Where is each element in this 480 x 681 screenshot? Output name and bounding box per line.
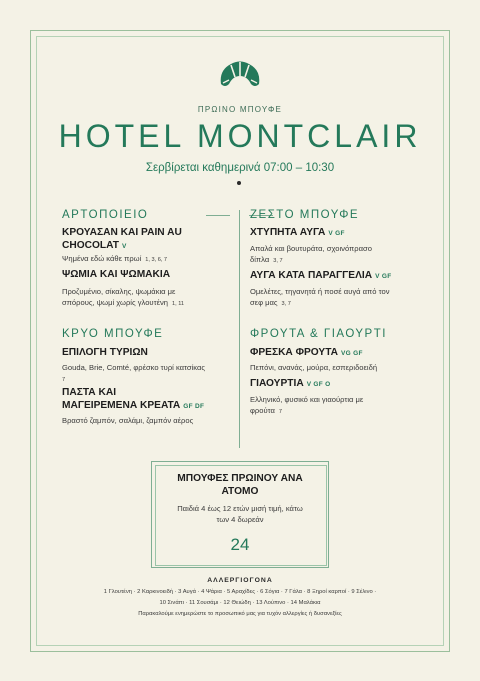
price-box-description bbox=[160, 503, 320, 525]
item-desc-croissant bbox=[62, 253, 242, 266]
section-title-fruit: ΦΡΟΥΤΑ & ΓΙΑΟΥΡΤΙ bbox=[250, 328, 387, 340]
desc-text: Απαλά και βουτυράτα, σχοινόπρασο bbox=[250, 244, 372, 253]
desc-text: Πεπόνι, ανανάς, μούρα, εσπεριδοειδή bbox=[250, 363, 378, 372]
diet-tag: GF DF bbox=[183, 402, 205, 410]
item-title-line: ΚΡΟΥΑΣΑΝ ΚΑΙ PAIN AU bbox=[62, 227, 182, 238]
allergens-list-line: 1 Γλουτένη · 2 Καρκινοειδή · 3 Αυγά · 4 Ψάρια · 5 Αραχίδες · 6 Σόγια · 7 Γάλα · 8 Ξηροί καρποί · 9 Σέλινο · bbox=[103, 589, 377, 595]
buffet-price: 24 bbox=[230, 535, 250, 554]
desc-text: δίπλα bbox=[250, 255, 270, 264]
item-cold-meats bbox=[62, 387, 242, 413]
item-fresh-fruit bbox=[250, 347, 430, 361]
item-title-line: ΕΠΙΛΟΓΗ ΤΥΡΙΩΝ bbox=[62, 347, 148, 358]
item-croissant bbox=[62, 227, 242, 253]
allergen-codes: 3, 7 bbox=[281, 301, 291, 307]
desc-text: Προζυμένιο, σίκαλης, ψωμάκια με bbox=[62, 287, 176, 296]
allergens-note: Παρακαλούμε ενημερώστε το προσωπικό μας για τυχόν αλλεργίες ή δυσανεξίες bbox=[138, 611, 342, 617]
item-cheese bbox=[62, 347, 242, 360]
item-desc-eggs-to-order bbox=[250, 286, 430, 310]
allergen-codes: 7 bbox=[278, 409, 283, 415]
price-box-title-line: ΜΠΟΥΦΕΣ ΠΡΩΙΝΟΥ ΑΝΑ bbox=[177, 473, 303, 484]
desc-text: Gouda, Brie, Comté, φρέσκο τυρί κατσίκας bbox=[62, 363, 206, 372]
allergen-codes: 1, 3, 6, 7 bbox=[145, 257, 168, 263]
section-title-cold: ΚΡΥΟ ΜΠΟΥΦΕ bbox=[62, 328, 164, 340]
price-box-desc-line: Παιδιά 4 έως 12 ετών μισή τιμή, κάτω bbox=[177, 504, 303, 513]
allergen-codes: 7 bbox=[62, 377, 66, 383]
desc-text: Ομελέτες, τηγανητά ή ποσέ αυγά από τον bbox=[250, 287, 390, 296]
hotel-name: HOTEL MONTCLAIR bbox=[58, 118, 422, 154]
price-box-title-line: ΑΤΟΜΟ bbox=[221, 486, 259, 497]
price-box-desc-line: των 4 δωρεάν bbox=[216, 515, 264, 524]
diet-tag: V GF bbox=[328, 230, 345, 237]
item-title-line: ΦΡΕΣΚΑ ΦΡΟΥΤΑ bbox=[250, 347, 339, 358]
item-desc-cold-meats bbox=[62, 415, 242, 426]
desc-text: Ψημένα εδώ κάθε πρωί bbox=[62, 254, 142, 263]
item-title-line: ΨΩΜΙΑ ΚΑΙ ΨΩΜΑΚΙΑ bbox=[62, 269, 171, 280]
diet-tag: V GF bbox=[375, 273, 392, 280]
served-hours: Σερβίρεται καθημερινά 07:00 – 10:30 bbox=[145, 162, 335, 174]
desc-text: Βραστό ζαμπόν, σαλάμι, ζαμπόν αέρος bbox=[62, 416, 194, 425]
item-title-line: ΓΙΑΟΥΡΤΙΑ bbox=[250, 378, 304, 389]
item-eggs-to-order bbox=[250, 270, 430, 284]
heading-rule-left bbox=[206, 215, 230, 216]
item-yogurt bbox=[250, 378, 430, 392]
allergens-title: ΑΛΛΕΡΓΙΟΓΟΝΑ bbox=[207, 577, 273, 584]
desc-text: σπόρους, ψωμί χωρίς γλουτένη bbox=[62, 298, 168, 307]
item-desc-fruit bbox=[250, 362, 430, 373]
desc-text: φρούτα bbox=[250, 406, 275, 415]
diet-tag: V bbox=[121, 242, 127, 250]
separator-dot bbox=[237, 181, 241, 185]
item-desc-breads bbox=[62, 286, 242, 310]
item-breads bbox=[62, 269, 242, 282]
item-scrambled-eggs bbox=[250, 227, 430, 241]
item-desc-yogurt bbox=[250, 394, 430, 418]
item-title-line: ΜΑΓΕΙΡΕΜΕΝΑ ΚΡΕΑΤΑ bbox=[62, 399, 181, 411]
price-box-title bbox=[155, 472, 325, 498]
menu-subtitle: ΠΡΩΙΝΟ ΜΠΟΥΦΕ bbox=[197, 105, 283, 114]
item-title-line: ΠΑΣΤΑ ΚΑΙ bbox=[62, 387, 117, 398]
diet-tag: V GF O bbox=[306, 381, 331, 388]
diet-tag: VG GF bbox=[341, 350, 363, 357]
item-desc-cheese bbox=[62, 362, 242, 386]
allergens-list-line: 10 Σινάπι · 11 Σουσάμι · 12 Θειώδη · 13 Λούπινο · 14 Μαλάκια bbox=[159, 600, 321, 606]
section-title-hot: ΖΕΣΤΟ ΜΠΟΥΦΕ bbox=[250, 209, 360, 221]
item-desc-scrambled bbox=[250, 243, 430, 267]
item-title-line: ΑΥΓΑ ΚΑΤΑ ΠΑΡΑΓΓΕΛΙΑ bbox=[250, 270, 373, 281]
croissant-icon bbox=[217, 58, 263, 94]
desc-text: Ελληνικό, φυσικό και γιαούρτια με bbox=[250, 395, 364, 404]
section-title-bakery: ΑΡΤΟΠΟΙΕΙΟ bbox=[62, 209, 149, 221]
allergen-codes: 1, 11 bbox=[172, 301, 185, 307]
item-title-line: ΧΤΥΠΗΤΑ ΑΥΓΑ bbox=[250, 227, 326, 238]
allergen-codes: 3, 7 bbox=[273, 258, 283, 264]
desc-text: σεφ μας bbox=[250, 298, 278, 307]
item-title-line: CHOCOLAT bbox=[62, 239, 119, 251]
